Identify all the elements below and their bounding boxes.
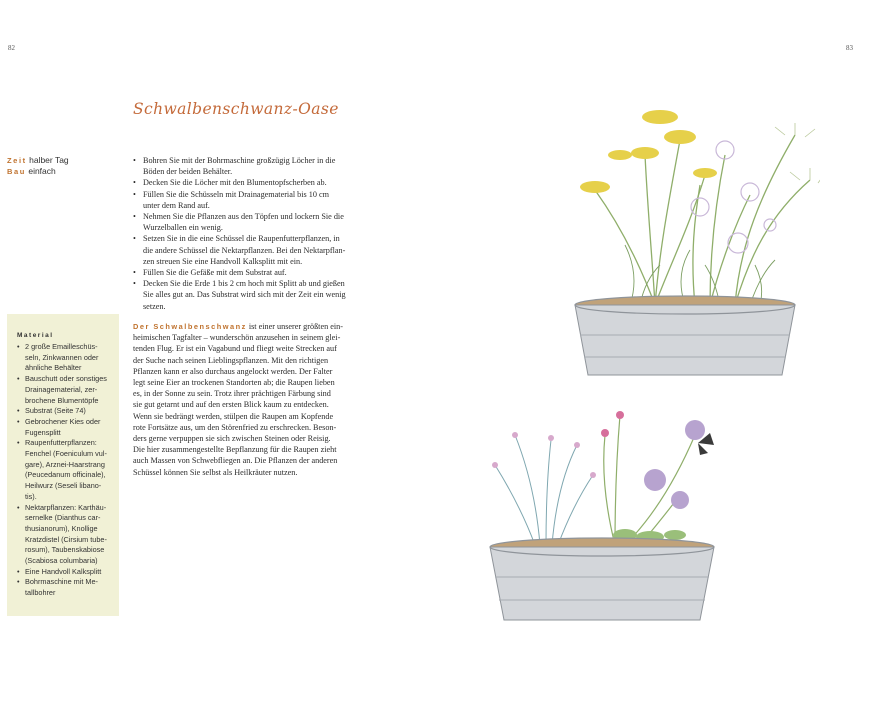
instruction-step: • Nehmen Sie die Pflanzen aus den Töpfen und lockern Sie die Wurzelballen ein wenig. bbox=[133, 211, 373, 233]
body-lead: Der Schwalbenschwanz bbox=[133, 322, 247, 331]
instruction-step: • Decken Sie die Löcher mit den Blumentopfscherben ab. bbox=[133, 177, 373, 188]
page-number-right: 83 bbox=[846, 44, 853, 52]
instruction-step: • Setzen Sie in die eine Schüssel die Raupenfutterpflanzen, in die andere Schüssel die Nektarpflanzen. Bei den Nektarpflan- zen streuen Sie eine Handvoll Kalksplitt mit ein. bbox=[133, 233, 373, 267]
material-item: • Bauschutt oder sonstiges Drainagematerial, zer- brochene Blumentöpfe bbox=[17, 374, 113, 406]
build-value: einfach bbox=[28, 166, 56, 176]
material-box bbox=[7, 314, 119, 616]
material-item: • 2 große Emailleschüs- seln, Zinkwannen oder ähnliche Behälter bbox=[17, 342, 113, 374]
fennel-planter-illustration bbox=[560, 95, 820, 385]
material-item: • Substrat (Seite 74) bbox=[17, 406, 113, 417]
project-meta bbox=[7, 155, 69, 177]
material-item: • Bohrmaschine mit Me- tallbohrer bbox=[17, 577, 113, 598]
instruction-step: • Decken Sie die Erde 1 bis 2 cm hoch mit Splitt ab und gießen Sie alles gut an. Das Substrat wird sich mit der Zeit ein wenig setzen. bbox=[133, 278, 373, 312]
build-label: Bau bbox=[7, 167, 26, 176]
time-value: halber Tag bbox=[29, 155, 69, 165]
material-item: • Eine Handvoll Kalksplitt bbox=[17, 567, 113, 578]
instruction-steps bbox=[133, 155, 373, 312]
instruction-step: • Bohren Sie mit der Bohrmaschine großzügig Löcher in die Böden der beiden Behälter. bbox=[133, 155, 373, 177]
material-item: • Gebrochener Kies oder Fugensplitt bbox=[17, 417, 113, 438]
body-paragraph bbox=[133, 321, 375, 478]
material-item: • Raupenfutterpflanzen: Fenchel (Foeniculum vul- gare), Arznei-Haarstrang (Peucedanum officinale), Heilwurz (Seseli libano- tis). bbox=[17, 438, 113, 502]
page-title: Schwalbenschwanz-Oase bbox=[133, 100, 339, 118]
instruction-step: • Füllen Sie die Gefäße mit dem Substrat auf. bbox=[133, 267, 373, 278]
material-list bbox=[17, 342, 113, 599]
nectar-planter-illustration bbox=[480, 405, 730, 630]
page-number-left: 82 bbox=[8, 44, 15, 52]
material-heading: Material bbox=[17, 332, 54, 339]
time-row bbox=[7, 155, 69, 166]
build-row bbox=[7, 166, 69, 177]
instruction-step: • Füllen Sie die Schüsseln mit Drainagematerial bis 10 cm unter dem Rand auf. bbox=[133, 189, 373, 211]
material-item: • Nektarpflanzen: Karthäu- sernelke (Dianthus car- thusianorum), Knollige Kratzdistel (Cirsium tube- rosum), Taubenskabiose (Scabiosa columbaria) bbox=[17, 503, 113, 567]
body-text: ist einer unserer größten ein- heimischen Tagfalter – wunderschön anzusehen in seinem glei- tenden Flug. Er ist ein Vagabund und fliegt weite Strecken auf der Suche nach seinen Lieblingspflanzen. Mit den richtigen Pflanzen kann er also durchaus angelockt werden. Der Falter legt seine Eier an trockenen Standorten ab; die Raupen lieben es, in der Sonne zu sein. Trotz ihrer prächtigen Färbung sind sie gut getarnt und auf den ersten Blick kaum zu entdecken. Wenn sie bedrängt werden, stülpen die Raupen am Kopfende rote Fortsätze aus, um den Störenfried zu erschrecken. Beson- ders gerne verpuppen sie sich zwischen Steinen oder Reisig. Die hier zusammengestellte Bepflanzung für die Raupen zieht auch Massen von Schwebfliegen an. Die Pflanzen der anderen Schüssel können Sie selbst als Heilkräuter nutzen. bbox=[133, 322, 343, 477]
time-label: Zeit bbox=[7, 156, 27, 165]
